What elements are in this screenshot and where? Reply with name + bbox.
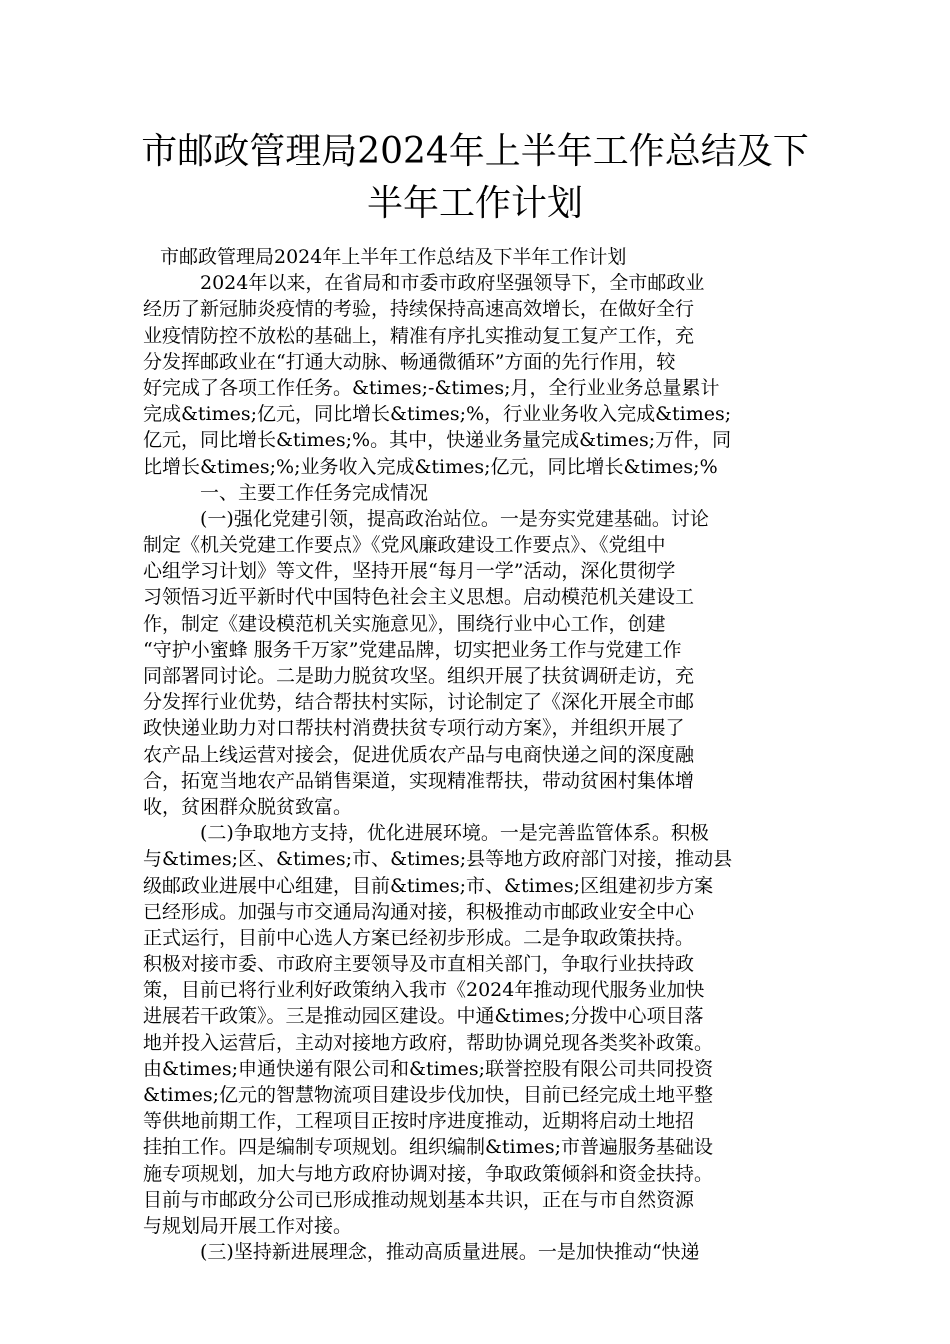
body-text-line: 政快递业助力对口帮扶村消费扶贫专项行动方案》，并组织开展了 [143, 717, 685, 740]
body-text-line: 级邮政业进展中心组建，目前&times;市、&times;区组建初步方案 [143, 874, 714, 897]
body-text-line: 等供地前期工作，工程项目正按时序进度推动，近期将启动土地招 [143, 1110, 695, 1133]
body-text-line: “守护小蜜蜂 服务千万家”党建品牌，切实把业务工作与党建工作 [143, 638, 682, 661]
body-text-line: 合，拓宽当地农产品销售渠道，实现精准帮扶，带动贫困村集体增 [143, 769, 695, 792]
body-text-line: 好完成了各项工作任务。&times;-&times;月，全行业业务总量累计 [143, 376, 720, 399]
body-text-line: (二)争取地方支持，优化进展环境。一是完善监管体系。积极 [200, 822, 709, 845]
body-text-line: 由&times;申通快递有限公司和&times;联誉控股有限公司共同投资 [143, 1057, 714, 1080]
body-text-line: 一、主要工作任务完成情况 [200, 481, 429, 504]
body-text-line: 作，制定《建设模范机关实施意见》，围绕行业中心工作，创建 [143, 612, 666, 635]
body-text-line: (一)强化党建引领，提高政治站位。一是夯实党建基础。讨论 [200, 507, 709, 530]
body-text-line: 已经形成。加强与市交通局沟通对接，积极推动市邮政业安全中心 [143, 900, 695, 923]
body-text-line: (三)坚持新进展理念，推动高质量进展。一是加快推动“快递 [200, 1241, 700, 1264]
body-text-line: 同部署同讨论。二是助力脱贫攻坚。组织开展了扶贫调研走访，充 [143, 665, 695, 687]
body-text-line: &times;亿元的智慧物流项目建设步伐加快，目前已经完成土地平整 [143, 1084, 714, 1106]
body-text-line: 亿元，同比增长&times;%。其中，快递业务量完成&times;万件，同 [143, 429, 732, 452]
body-text-line: 2024年以来，在省局和市委市政府坚强领导下，全市邮政业 [200, 272, 705, 295]
title-line-1: 市邮政管理局2024年上半年工作总结及下 [141, 131, 809, 172]
body-text-line: 正式运行，目前中心选人方案已经初步形成。二是争取政策扶持。 [143, 926, 695, 949]
body-text-line: 与规划局开展工作对接。 [143, 1214, 353, 1237]
body-text-line: 进展若干政策》。三是推动园区建设。中通&times;分拨中心项目落 [143, 1005, 704, 1028]
body-text-line: 与&times;区、&times;市、&times;县等地方政府部门对接，推动县 [143, 848, 733, 871]
body-text-line: 业疫情防控不放松的基础上，精准有序扎实推动复工复产工作，充 [143, 324, 695, 347]
body-text-line: 习领悟习近平新时代中国特色社会主义思想。启动模范机关建设工 [143, 586, 695, 609]
body-text-line: 分发挥行业优势，结合帮扶村实际，讨论制定了《深化开展全市邮 [143, 691, 695, 714]
body-text-line: 比增长&times;%;业务收入完成&times;亿元，同比增长&times;% [143, 455, 718, 478]
body-text-line: 策，目前已将行业利好政策纳入我市《2024年推动现代服务业加快 [143, 979, 705, 1002]
body-text-line: 挂拍工作。四是编制专项规划。组织编制&times;市普遍服务基础设 [143, 1136, 714, 1159]
body-text-line: 目前与市邮政分公司已形成推动规划基本共识，正在与市自然资源 [143, 1188, 695, 1211]
body-text-line: 分发挥邮政业在“打通大动脉、畅通微循环”方面的先行作用，较 [143, 350, 676, 373]
body-text-line: 制定《机关党建工作要点》《党风廉政建设工作要点》、《党组中 [143, 534, 666, 557]
body-text-line: 施专项规划，加大与地方政府协调对接，争取政策倾斜和资金扶持。 [143, 1162, 714, 1185]
body-text-line: 积极对接市委、市政府主要领导及市直相关部门，争取行业扶持政 [143, 953, 695, 976]
body-text-line: 农产品上线运营对接会，促进优质农产品与电商快递之间的深度融 [143, 743, 695, 766]
body-text-line: 地并投入运营后，主动对接地方政府，帮助协调兑现各类奖补政策。 [143, 1031, 714, 1054]
document-title [140, 126, 810, 230]
document-body [143, 244, 813, 1265]
body-text-line: 收，贫困群众脱贫致富。 [143, 795, 353, 818]
body-text-line: 完成&times;亿元，同比增长&times;%，行业业务收入完成&times; [143, 403, 732, 426]
body-text-line: 市邮政管理局2024年上半年工作总结及下半年工作计划 [160, 246, 627, 268]
body-text-line: 经历了新冠肺炎疫情的考验，持续保持高速高效增长，在做好全行 [143, 298, 695, 321]
title-line-2: 半年工作计划 [366, 183, 583, 224]
body-text-line: 心组学习计划》等文件，坚持开展“每月一学”活动，深化贯彻学 [143, 560, 676, 583]
